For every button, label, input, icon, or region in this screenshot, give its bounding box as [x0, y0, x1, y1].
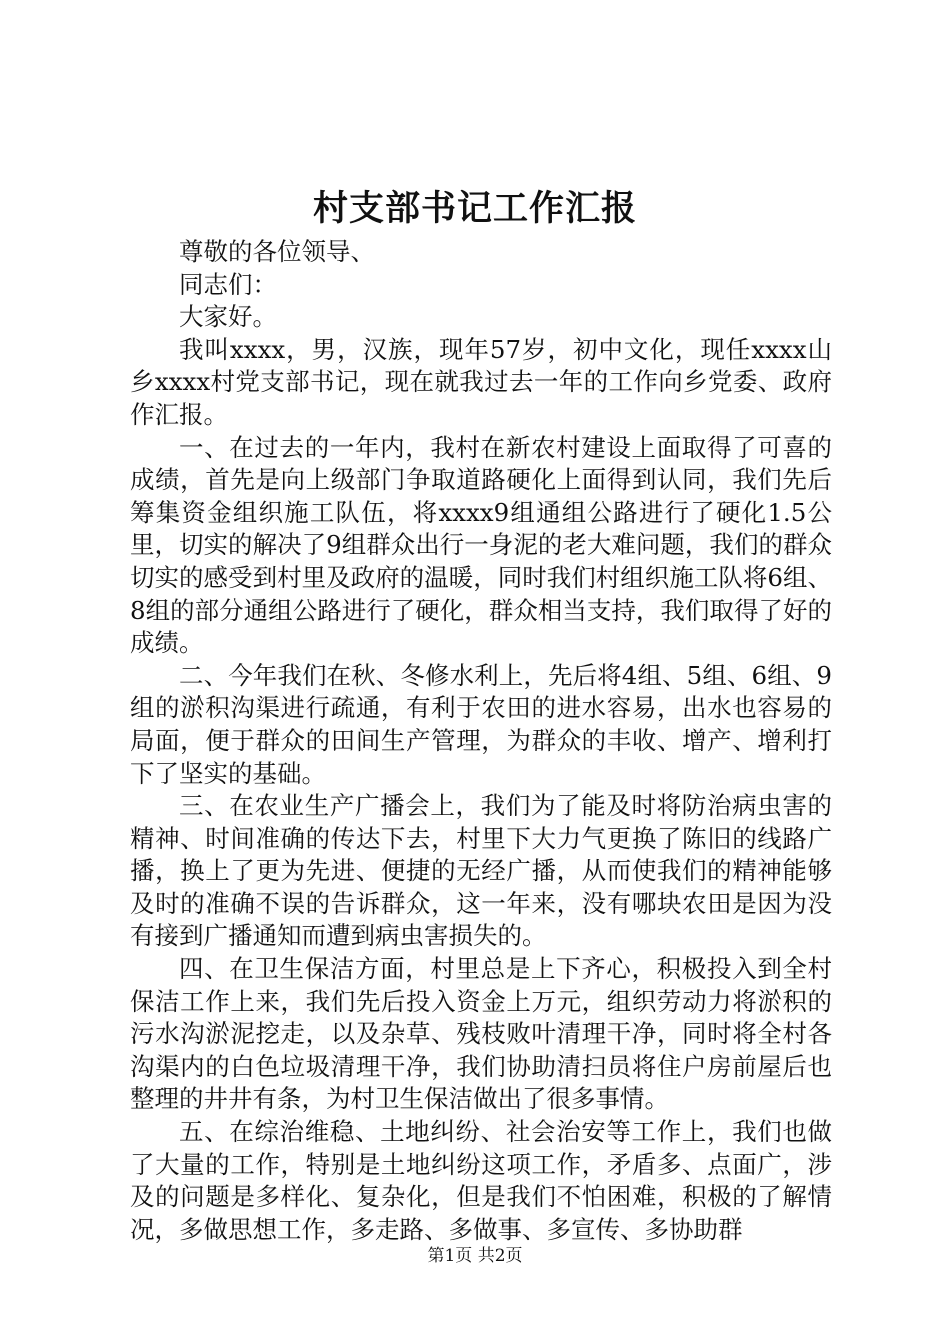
section-1-paragraph: 一、在过去的一年内，我村在新农村建设上面取得了可喜的成绩，首先是向上级部门争取道路硬化上面得到认同，我们先后筹集资金组织施工队伍，将xxxx9组通组公路进行了硬化1.5公里，切实的解决了9组群众出行一身泥的老大难问题，我们的群众切实的感受到村里及政府的温暖，同时我们村组织施工队将6组、8组的部分通组公路进行了硬化，群众相当支持，我们取得了好的成绩。 [130, 432, 832, 658]
greeting-line: 大家好。 [179, 302, 277, 332]
section-3-paragraph: 三、在农业生产广播会上，我们为了能及时将防治病虫害的精神、时间准确的传达下去，村里下大力气更换了陈旧的线路广播，换上了更为先进、便捷的无经广播，从而使我们的精神能够及时的准确不误的告诉群众，这一年来，没有哪块农田是因为没有接到广播通知而遭到病虫害损失的。 [130, 791, 832, 951]
page-number-footer: 第1页 共2页 [427, 1246, 523, 1266]
intro-paragraph: 我叫xxxx，男，汉族，现年57岁，初中文化，现任xxxx山乡xxxx村党支部书记，现在就我过去一年的工作向乡党委、政府作汇报。 [130, 334, 832, 429]
document-title: 村支部书记工作汇报 [312, 188, 637, 229]
document-body [130, 236, 832, 1246]
salutation-line-1: 尊敬的各位领导、 [179, 237, 375, 266]
salutation-line-2: 同志们： [179, 269, 277, 299]
section-5-paragraph: 五、在综治维稳、土地纠纷、社会治安等工作上，我们也做了大量的工作，特别是土地纠纷这项工作，矛盾多、点面广，涉及的问题是多样化、复杂化，但是我们不怕困难，积极的了解情况，多做思想工作，多走路、多做事、多宣传、多协助群 [130, 1117, 832, 1244]
section-4-paragraph: 四、在卫生保洁方面，村里总是上下齐心，积极投入到全村保洁工作上来，我们先后投入资金上万元，组织劳动力将淤积的污水沟淤泥挖走，以及杂草、残枝败叶清理干净，同时将全村各沟渠内的白色垃圾清理干净，我们协助清扫员将住户房前屋后也整理的井井有条，为村卫生保洁做出了很多事情。 [130, 954, 832, 1114]
section-2-paragraph: 二、今年我们在秋、冬修水利上，先后将4组、5组、6组、9组的淤积沟渠进行疏通，有利于农田的进水容易，出水也容易的局面，便于群众的田间生产管理，为群众的丰收、增产、增利打下了坚实的基础。 [130, 660, 832, 788]
